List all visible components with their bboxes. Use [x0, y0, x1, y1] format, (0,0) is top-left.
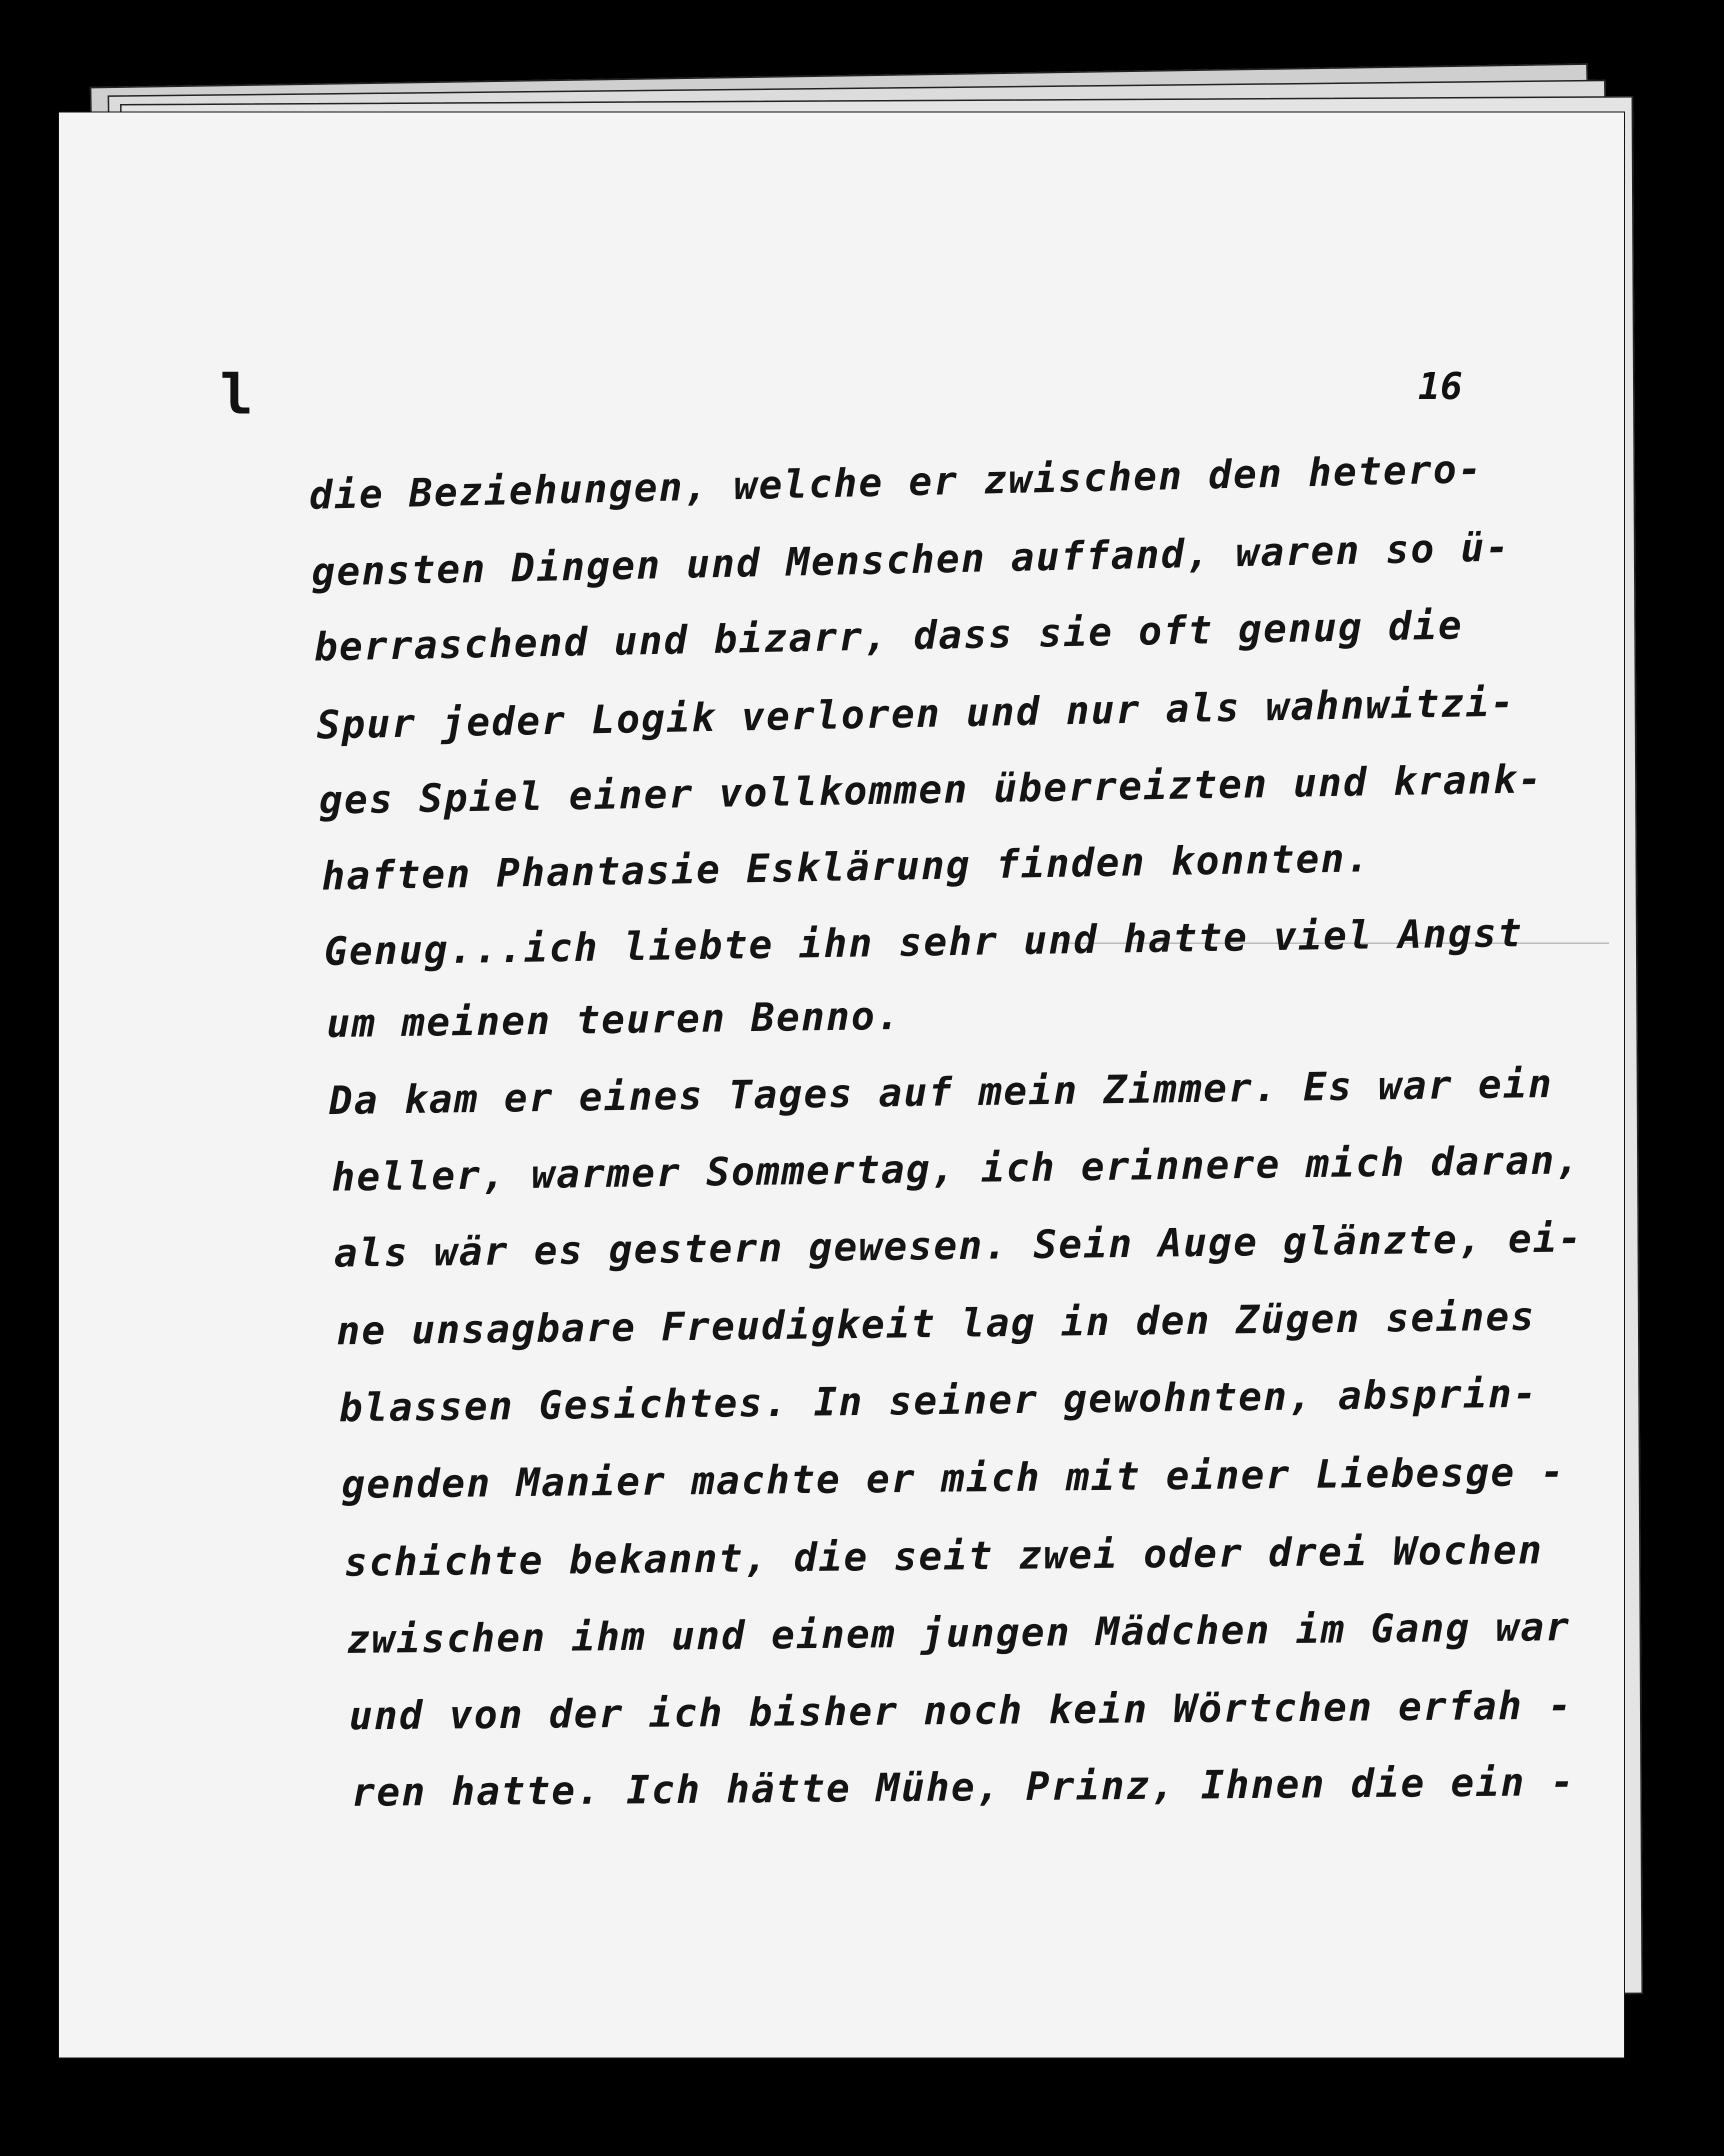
- text-line: Da kam er eines Tages auf mein Zimmer. Es war ein: [328, 1061, 1554, 1124]
- text-line: Genug...ich liebte ihn sehr und hatte viel Angst: [324, 910, 1524, 974]
- text-line: und von der ich bisher noch kein Wörtchen erfah -: [348, 1683, 1574, 1739]
- text-line: blassen Gesichtes. In seiner gewohnten, absprin-: [338, 1371, 1538, 1431]
- text-line: heller, warmer Sommertag, ich erinnere mich daran,: [331, 1138, 1581, 1200]
- text-line: als wär es gestern gewesen. Sein Auge glänzte, ei-: [334, 1216, 1584, 1276]
- typewritten-page: [59, 112, 1624, 2058]
- text-line: die Beziehungen, welche er zwischen den hetero-: [308, 446, 1484, 518]
- text-line: ren hatte. Ich hätte Mühe, Prinz, Ihnen die ein -: [351, 1760, 1576, 1816]
- text-line: Spur jeder Logik verloren und nur als wahnwitzi-: [316, 680, 1516, 748]
- text-line: berraschend und bizarr, dass sie oft genug die: [314, 602, 1464, 670]
- page-number: 16: [1418, 365, 1463, 408]
- body-text: [59, 112, 1624, 2058]
- text-line: ne unsagbare Freudigkeit lag in den Zügen seines: [336, 1294, 1536, 1354]
- text-line: zwischen ihm und einem jungen Mädchen im Gang war: [346, 1604, 1571, 1662]
- text-line: ges Spiel einer vollkommen überreizten und krank-: [318, 756, 1544, 824]
- text-line: schichte bekannt, die seit zwei oder drei Wochen: [344, 1528, 1544, 1586]
- text-line: genden Manier machte er mich mit einer Liebesge -: [341, 1450, 1566, 1508]
- margin-mark: l: [220, 362, 254, 426]
- text-line: um meinen teuren Benno.: [326, 993, 902, 1047]
- text-line: gensten Dingen und Menschen auffand, waren so ü-: [311, 524, 1511, 596]
- text-line: haften Phantasie Esklärung finden konnten.: [321, 836, 1371, 900]
